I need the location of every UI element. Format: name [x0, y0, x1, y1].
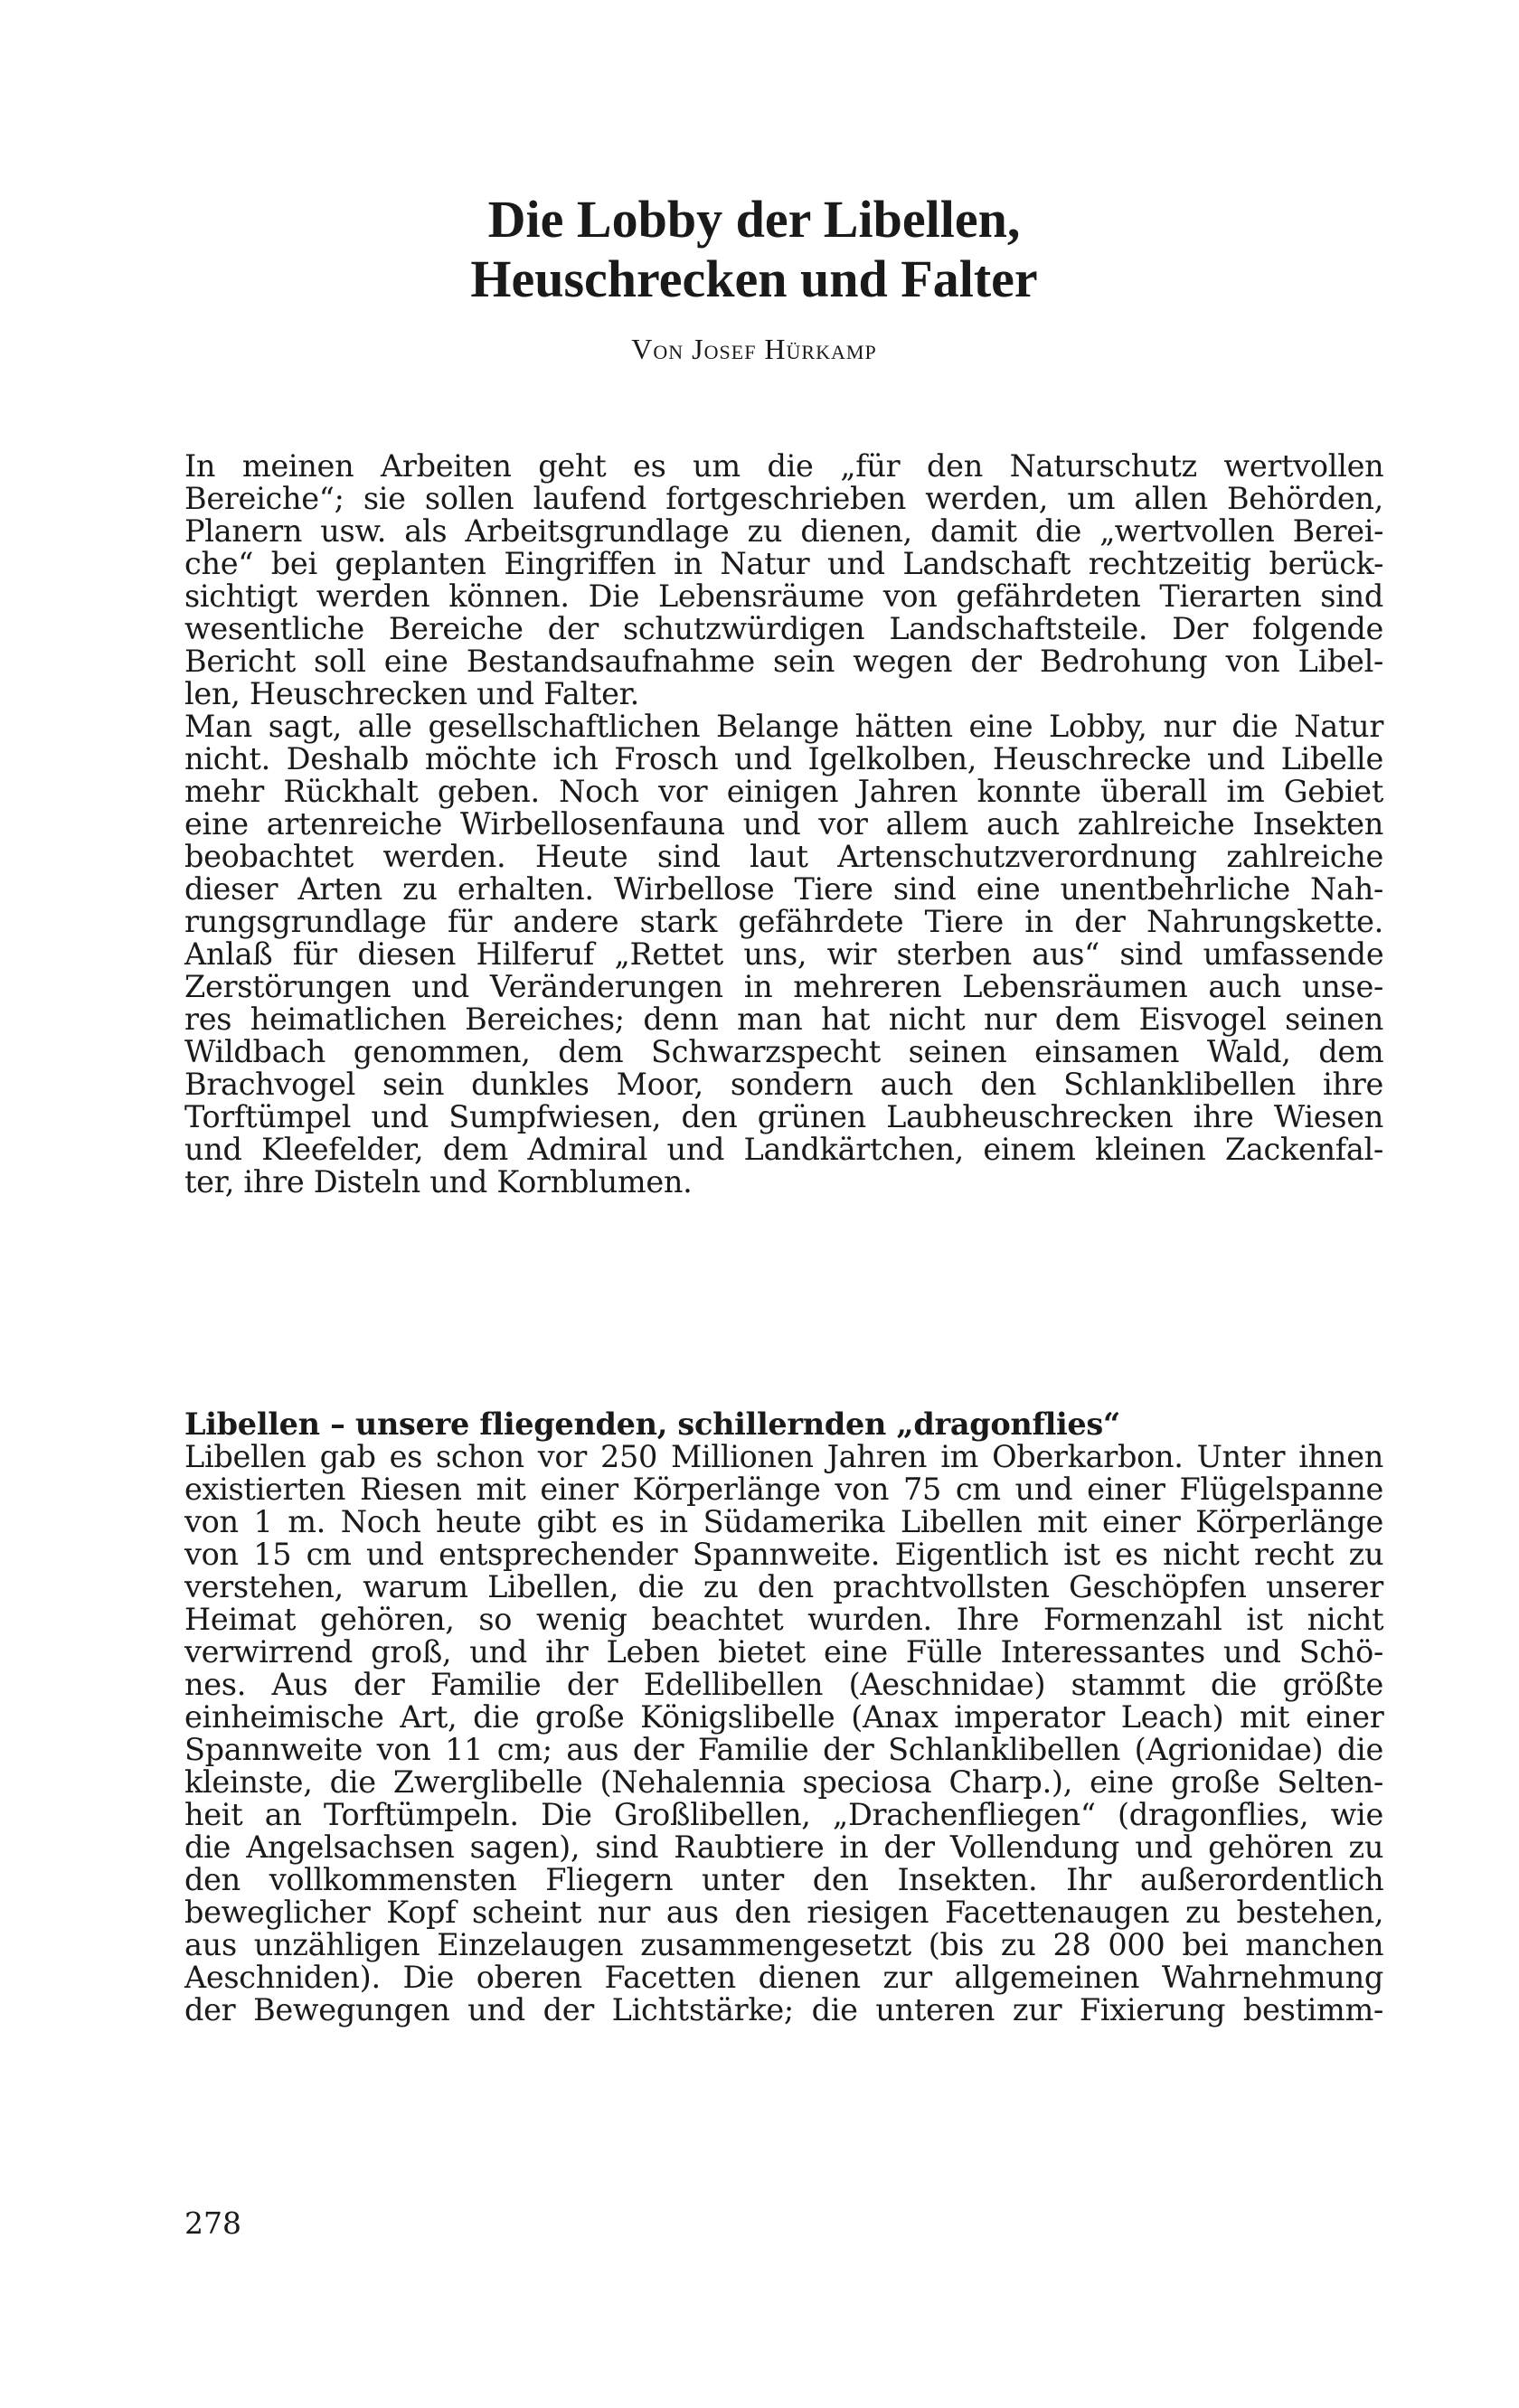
- text-line: Wildbach genommen, dem Schwarzspecht seinen einsamen Wald, dem: [184, 1034, 1384, 1069]
- text-line: Spannweite von 11 cm; aus der Familie der Schlanklibellen (Agrionidae) die: [184, 1732, 1383, 1767]
- text-line: existierten Riesen mit einer Körperlänge von 75 cm und einer Flügelspanne: [184, 1472, 1383, 1507]
- text-line: rungsgrundlage für andere stark gefährdete Tiere in der Nahrungskette.: [184, 904, 1383, 939]
- paragraph-2: [184, 710, 1383, 1199]
- text-line: sichtigt werden können. Die Lebensräume von gefährdeten Tierarten sind: [184, 578, 1383, 614]
- text-line: Torftümpel und Sumpfwiesen, den grünen Laubheuschrecken ihre Wiesen: [184, 1099, 1383, 1134]
- text-line: ter, ihre Disteln und Kornblumen.: [184, 1164, 693, 1199]
- text-line: die Angelsachsen sagen), sind Raubtiere in der Vollendung und gehören zu: [184, 1830, 1384, 1865]
- text-line: In meinen Arbeiten geht es um die „für den Naturschutz wertvollen: [184, 448, 1384, 484]
- text-line: Bereiche“; sie sollen laufend fortgeschrieben werden, um allen Behörden,: [184, 481, 1383, 516]
- article-author: Von Josef Hürkamp: [631, 333, 877, 365]
- section-heading: Libellen – unsere fliegenden, schillernden „dragonflies“: [184, 1406, 1120, 1442]
- text-line: aus unzähligen Einzelaugen zusammengesetzt (bis zu 28 000 bei manchen: [184, 1927, 1384, 1962]
- text-line: kleinste, die Zwerglibelle (Nehalennia speciosa Charp.), eine große Selten-: [184, 1764, 1383, 1800]
- text-line: Brachvogel sein dunkles Moor, sondern auch den Schlanklibellen ihre: [184, 1067, 1383, 1102]
- text-line: einheimische Art, die große Königslibelle (Anax imperator Leach) mit einer: [184, 1699, 1384, 1735]
- article-title: [181, 190, 1327, 309]
- title-line: Heuschrecken und Falter: [470, 249, 1038, 308]
- text-line: den vollkommensten Fliegern unter den Insekten. Ihr außerordentlich: [184, 1862, 1384, 1897]
- text-line: Libellen gab es schon vor 250 Millionen Jahren im Oberkarbon. Unter ihnen: [184, 1439, 1383, 1474]
- article-section-libellen: [184, 1408, 1383, 2027]
- text-line: von 15 cm und entsprechender Spannweite. Eigentlich ist es nicht recht zu: [184, 1537, 1384, 1572]
- text-line: res heimatlichen Bereiches; denn man hat nicht nur dem Eisvogel seinen: [184, 1002, 1383, 1037]
- paragraph-3: [184, 1441, 1383, 2027]
- text-line: heit an Torftümpeln. Die Großlibellen, „Drachenfliegen“ (dragonflies, wie: [184, 1797, 1383, 1832]
- page-number: 278: [184, 2206, 241, 2241]
- text-line: che“ bei geplanten Eingriffen in Natur und Landschaft rechtzeitig berück-: [184, 546, 1384, 581]
- text-line: der Bewegungen und der Lichtstärke; die unteren zur Fixierung bestimm-: [184, 1992, 1383, 2027]
- text-line: und Kleefelder, dem Admiral und Landkärtchen, einem kleinen Zackenfal-: [184, 1132, 1383, 1167]
- text-line: Zerstörungen und Veränderungen in mehreren Lebensräumen auch unse-: [184, 969, 1383, 1004]
- text-line: verstehen, warum Libellen, die zu den prachtvollsten Geschöpfen unserer: [184, 1569, 1383, 1604]
- paragraph-1: [184, 450, 1383, 710]
- text-line: mehr Rückhalt geben. Noch vor einigen Jahren konnte überall im Gebiet: [184, 774, 1383, 809]
- text-line: Heimat gehören, so wenig beachtet wurden. Ihre Formenzahl ist nicht: [184, 1602, 1384, 1637]
- text-line: Man sagt, alle gesellschaftlichen Belange hätten eine Lobby, nur die Natur: [184, 709, 1384, 744]
- text-line: nicht. Deshalb möchte ich Frosch und Igelkolben, Heuschrecke und Libelle: [184, 741, 1383, 776]
- text-line: nes. Aus der Familie der Edellibellen (Aeschnidae) stammt die größte: [184, 1667, 1383, 1702]
- text-line: Anlaß für diesen Hilferuf „Rettet uns, wir sterben aus“ sind umfassende: [184, 936, 1384, 972]
- text-line: eine artenreiche Wirbellosenfauna und vor allem auch zahlreiche Insekten: [184, 806, 1383, 842]
- title-line: Die Lobby der Libellen,: [487, 190, 1021, 249]
- article-body-intro: [184, 450, 1383, 1199]
- text-line: beweglicher Kopf scheint nur aus den riesigen Facettenaugen zu bestehen,: [184, 1895, 1384, 1930]
- text-line: Aeschniden). Die oberen Facetten dienen zur allgemeinen Wahrnehmung: [184, 1960, 1383, 1995]
- text-line: len, Heuschrecken und Falter.: [184, 676, 639, 711]
- text-line: von 1 m. Noch heute gibt es in Südamerika Libellen mit einer Körperlänge: [184, 1504, 1383, 1539]
- text-line: verwirrend groß, und ihr Leben bietet eine Fülle Interessantes und Schö-: [184, 1634, 1383, 1670]
- text-line: Planern usw. als Arbeitsgrundlage zu dienen, damit die „wertvollen Berei-: [184, 513, 1384, 549]
- text-line: dieser Arten zu erhalten. Wirbellose Tiere sind eine unentbehrliche Nah-: [184, 871, 1383, 907]
- text-line: wesentliche Bereiche der schutzwürdigen Landschaftsteile. Der folgende: [184, 611, 1384, 646]
- text-line: Bericht soll eine Bestandsaufnahme sein wegen der Bedrohung von Libel-: [184, 644, 1383, 679]
- text-line: beobachtet werden. Heute sind laut Artenschutzverordnung zahlreiche: [184, 839, 1383, 874]
